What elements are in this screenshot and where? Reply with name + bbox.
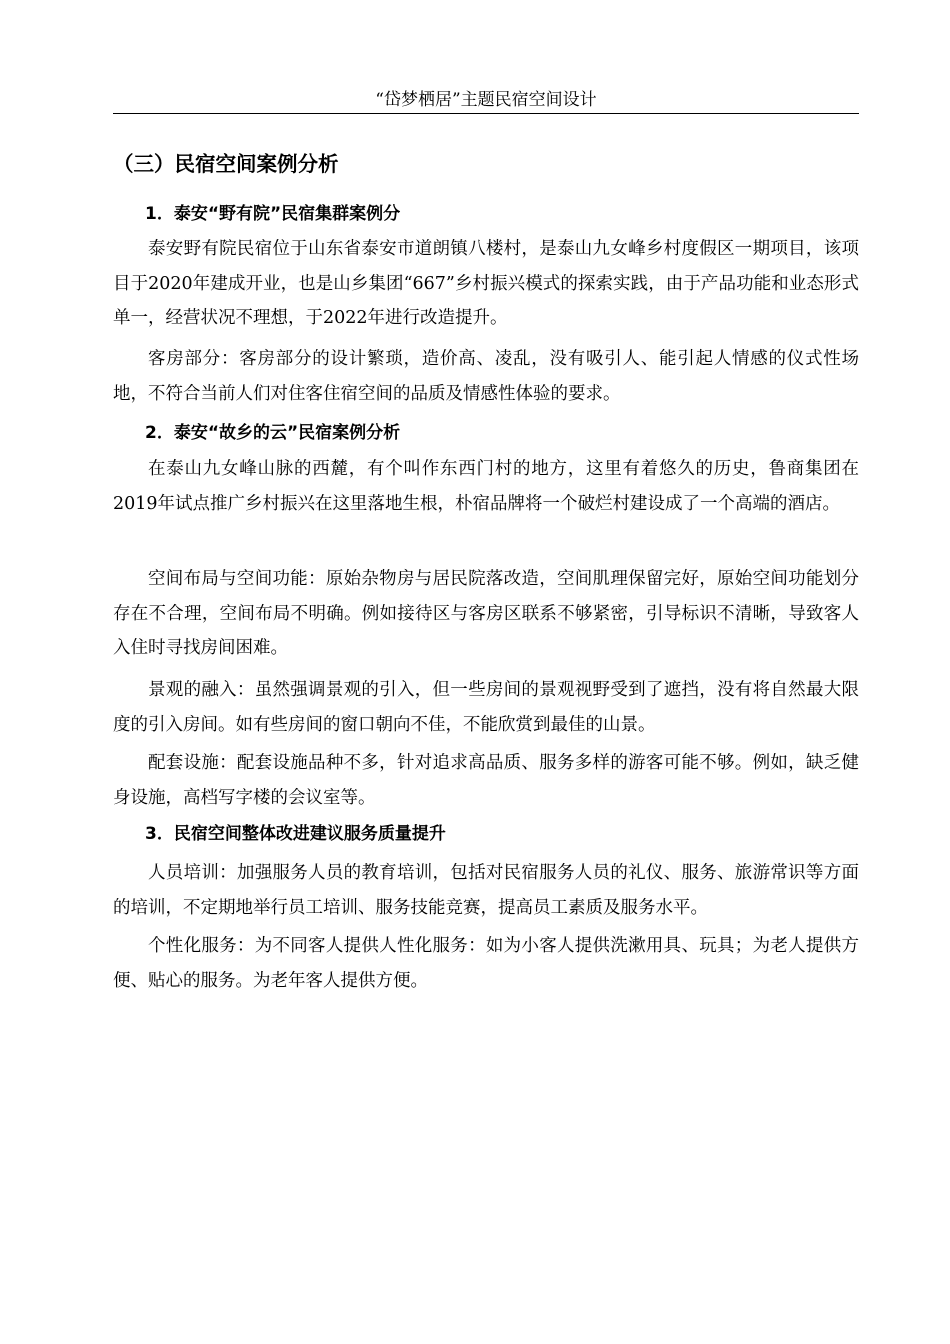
- running-header: “岱梦栖居”主题民宿空间设计: [375, 90, 597, 110]
- subsection-title-2: 2．泰安“故乡的云”民宿案例分析: [145, 423, 401, 443]
- paragraph: 人员培训：加强服务人员的教育培训，包括对民宿服务人员的礼仪、服务、旅游常识等方面的培训，不定期地举行员工培训、服务技能竞赛，提高员工素质及服务水平。: [113, 863, 859, 918]
- subsection-title-3: 3．民宿空间整体改进建议服务质量提升: [145, 824, 446, 844]
- paragraph: 配套设施：配套设施品种不多，针对追求高品质、服务多样的游客可能不够。例如，缺乏健身设施，高档写字楼的会议室等。: [113, 753, 859, 808]
- section-title: （三）民宿空间案例分析: [113, 152, 339, 176]
- subsection-title-1: 1．泰安“野有院”民宿集群案例分: [145, 204, 401, 224]
- header-divider: [113, 113, 859, 114]
- paragraph: 在泰山九女峰山脉的西麓，有个叫作东西门村的地方，这里有着悠久的历史，鲁商集团在2019年试点推广乡村振兴在这里落地生根，朴宿品牌将一个破烂村建设成了一个高端的酒店。: [113, 459, 859, 514]
- paragraph: 空间布局与空间功能：原始杂物房与居民院落改造，空间肌理保留完好，原始空间功能划分存在不合理，空间布局不明确。例如接待区与客房区联系不够紧密，引导标识不清晰，导致客人入住时寻找房间困难。: [113, 569, 859, 658]
- paragraph: 景观的融入：虽然强调景观的引入，但一些房间的景观视野受到了遮挡，没有将自然最大限度的引入房间。如有些房间的窗口朝向不佳，不能欣赏到最佳的山景。: [113, 680, 859, 735]
- paragraph: 客房部分：客房部分的设计繁琐，造价高、凌乱，没有吸引人、能引起人情感的仪式性场地，不符合当前人们对住客住宿空间的品质及情感性体验的要求。: [113, 349, 859, 404]
- paragraph: 个性化服务：为不同客人提供人性化服务：如为小客人提供洗漱用具、玩具；为老人提供方便、贴心的服务。为老年客人提供方便。: [113, 936, 859, 991]
- paragraph: 泰安野有院民宿位于山东省泰安市道朗镇八楼村，是泰山九女峰乡村度假区一期项目，该项目于2020年建成开业，也是山乡集团“667”乡村振兴模式的探索实践，由于产品功能和业态形式单一，经营状况不理想，于2022年进行改造提升。: [113, 239, 859, 328]
